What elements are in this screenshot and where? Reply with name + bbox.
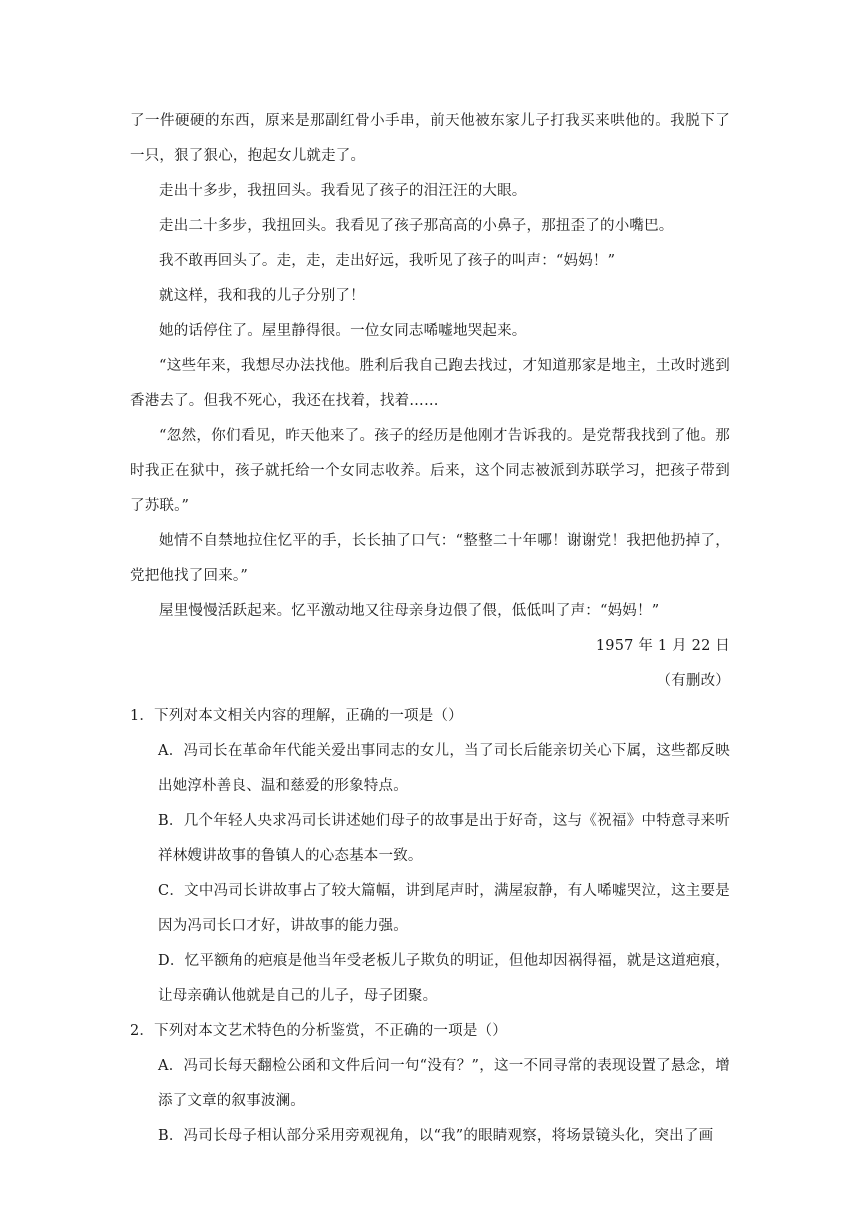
story-paragraph: 我不敢再回头了。走，走，走出好远，我听见了孩子的叫声：“妈妈！” (159, 253, 616, 269)
question-option: C．文中冯司长讲故事占了较大篇幅，讲到尾声时，满屋寂静，有人唏嘘哭泣，这主要是因为冯司长口才好，讲故事的能力强。 (158, 883, 730, 934)
question-option: B．几个年轻人央求冯司长讲述她们母子的故事是出于好奇，这与《祝福》中特意寻来听祥林嫂讲故事的鲁镇人的心态基本一致。 (158, 813, 730, 864)
document-page (130, 104, 730, 1154)
question-option: D．忆平额角的疤痕是他当年受老板儿子欺负的明证，但他却因祸得福，就是这道疤痕，让母亲确认他就是自己的儿子，母子团聚。 (158, 953, 730, 1004)
story-paragraph: 走出十多步，我扭回头。我看见了孩子的泪汪汪的大眼。 (159, 183, 527, 199)
story-paragraph: 屋里慢慢活跃起来。忆平激动地又往母亲身边偎了偎，低低叫了声：“妈妈！” (159, 603, 660, 619)
story-paragraph: 就这样，我和我的儿子分别了！ (159, 288, 365, 304)
question-option: A．冯司长每天翻检公函和文件后问一句“没有？”，这一不同寻常的表现设置了悬念，增添了文章的叙事波澜。 (158, 1058, 730, 1109)
revision-note: （有删改） (656, 673, 730, 689)
story-paragraph: 走出二十多步，我扭回头。我看见了孩子那高高的小鼻子，那扭歪了的小嘴巴。 (159, 218, 674, 234)
question-option: B．冯司长母子相认部分采用旁观视角，以“我”的眼睛观察，将场景镜头化，突出了画 (158, 1128, 714, 1144)
story-paragraph: 了一件硬硬的东西，原来是那副红骨小手串，前天他被东家儿子打我买来哄他的。我脱下了一只，狠了狠心，抱起女儿就走了。 (130, 113, 730, 164)
story-paragraph: 她的话停住了。屋里静得很。一位女同志唏嘘地哭起来。 (159, 323, 527, 339)
question-option: A．冯司长在革命年代能关爱出事同志的女儿，当了司长后能亲切关心下属，这些都反映出她淳朴善良、温和慈爱的形象特点。 (158, 743, 730, 794)
question-stem: 1．下列对本文相关内容的理解，正确的一项是（） (130, 708, 463, 724)
question-stem: 2．下列对本文艺术特色的分析鉴赏，不正确的一项是（） (130, 1023, 507, 1039)
story-paragraph: 她情不自禁地拉住忆平的手，长长抽了口气：“整整二十年哪！谢谢党！我把他扔掉了，党把他找了回来。” (130, 533, 730, 584)
story-paragraph: “忽然，你们看见，昨天他来了。孩子的经历是他刚才告诉我的。是党帮我找到了他。那时我正在狱中，孩子就托给一个女同志收养。后来，这个同志被派到苏联学习，把孩子带到了苏联。” (130, 428, 730, 514)
story-date: 1957 年 1 月 22 日 (595, 638, 730, 654)
story-paragraph: “这些年来，我想尽办法找他。胜利后我自己跑去找过，才知道那家是地主，土改时逃到香港去了。但我不死心，我还在找着，找着…… (130, 358, 730, 409)
